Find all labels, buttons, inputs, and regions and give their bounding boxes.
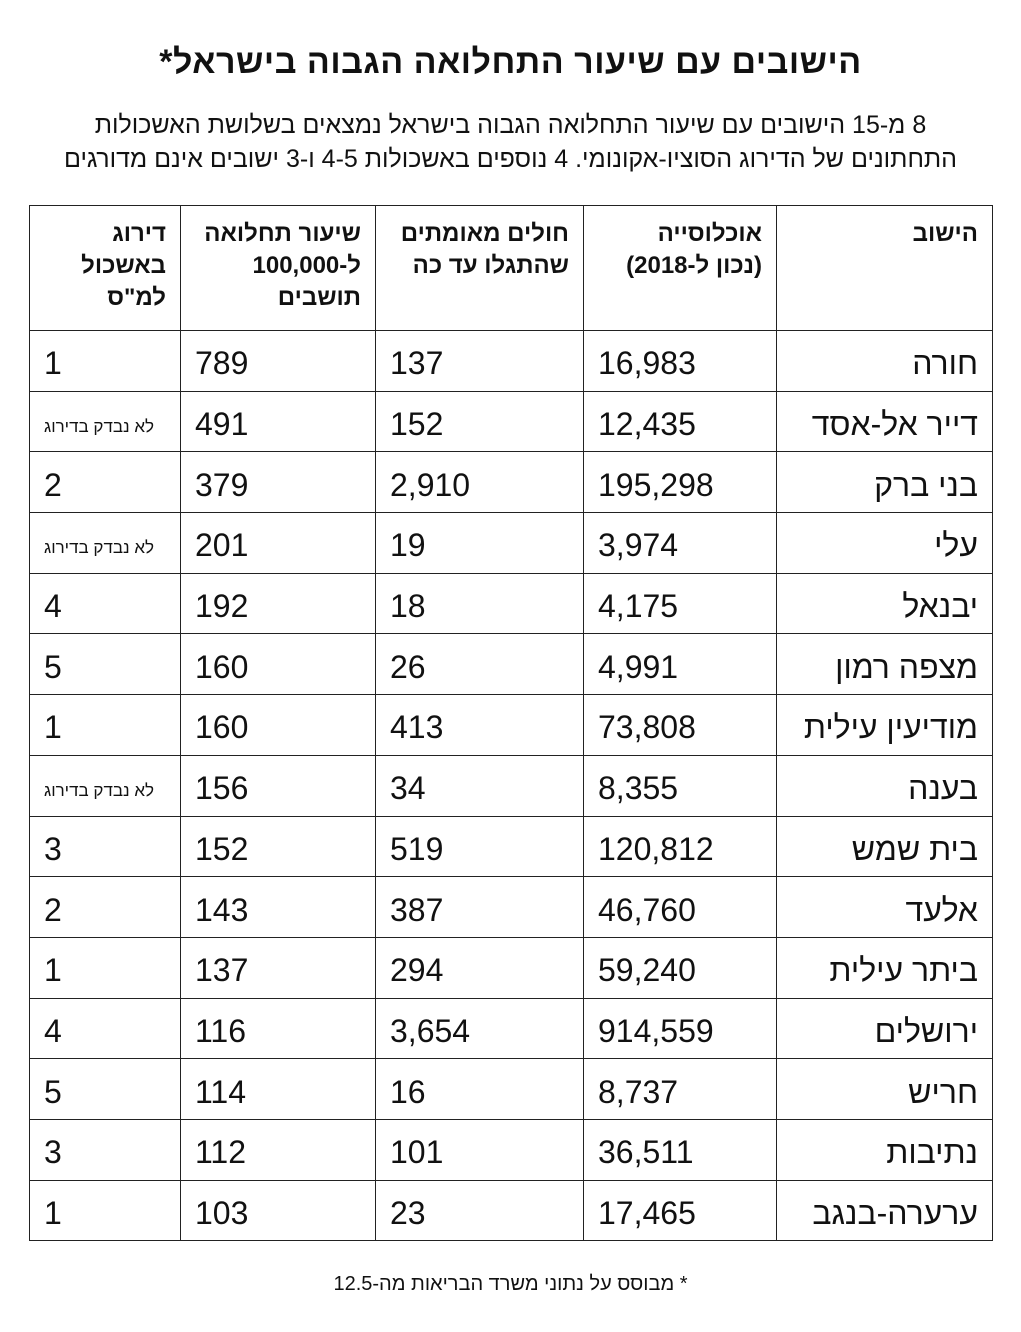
- header-settlement-label: הישוב: [912, 220, 978, 247]
- cell-rank: 3: [30, 816, 181, 877]
- cell-population: 4,991: [584, 634, 777, 695]
- data-table: [29, 205, 993, 1241]
- table-row: [30, 937, 993, 998]
- cell-settlement: דייר אל-אסד: [777, 391, 993, 452]
- header-population-line-2: (נכון ל-2018): [626, 252, 762, 279]
- cell-population: 3,974: [584, 513, 777, 574]
- header-rate-line-3: תושבים: [277, 284, 361, 311]
- cell-rank: לא נבדק בדירוג: [30, 513, 181, 574]
- cell-rate: 789: [181, 331, 376, 392]
- header-cases: [376, 206, 584, 331]
- subtitle-line-1: 8 מ-15 הישובים עם שיעור התחלואה הגבוה בישראל נמצאים בשלושת האשכולות: [94, 111, 927, 139]
- cell-rank: 1: [30, 695, 181, 756]
- cell-settlement: נתיבות: [777, 1119, 993, 1180]
- table-row: [30, 816, 993, 877]
- table-row: [30, 391, 993, 452]
- table-row: [30, 634, 993, 695]
- cell-rate: 112: [181, 1119, 376, 1180]
- cell-cases: 152: [376, 391, 584, 452]
- cell-rank: לא נבדק בדירוג: [30, 391, 181, 452]
- header-rank: [30, 206, 181, 331]
- page-title: הישובים עם שיעור התחלואה הגבוה בישראל*: [159, 43, 862, 81]
- cell-rate: 379: [181, 452, 376, 513]
- cell-cases: 26: [376, 634, 584, 695]
- cell-settlement: ירושלים: [777, 998, 993, 1059]
- cell-rate: 491: [181, 391, 376, 452]
- cell-rate: 103: [181, 1180, 376, 1241]
- cell-cases: 19: [376, 513, 584, 574]
- cell-population: 73,808: [584, 695, 777, 756]
- cell-cases: 2,910: [376, 452, 584, 513]
- cell-cases: 23: [376, 1180, 584, 1241]
- cell-cases: 387: [376, 877, 584, 938]
- cell-rate: 160: [181, 634, 376, 695]
- cell-population: 8,737: [584, 1059, 777, 1120]
- cell-population: 36,511: [584, 1119, 777, 1180]
- cell-cases: 3,654: [376, 998, 584, 1059]
- cell-rank: 3: [30, 1119, 181, 1180]
- cell-cases: 519: [376, 816, 584, 877]
- table-row: [30, 331, 993, 392]
- cell-cases: 137: [376, 331, 584, 392]
- cell-settlement: חורה: [777, 331, 993, 392]
- cell-rank: 1: [30, 331, 181, 392]
- cell-rate: 160: [181, 695, 376, 756]
- cell-rate: 156: [181, 755, 376, 816]
- subtitle: [30, 108, 991, 176]
- header-population-line-1: אוכלוסייה: [657, 220, 762, 247]
- cell-rank: 2: [30, 452, 181, 513]
- cell-rank: 1: [30, 937, 181, 998]
- cell-cases: 294: [376, 937, 584, 998]
- cell-population: 8,355: [584, 755, 777, 816]
- cell-settlement: ערערה-בנגב: [777, 1180, 993, 1241]
- cell-population: 17,465: [584, 1180, 777, 1241]
- cell-settlement: בית שמש: [777, 816, 993, 877]
- cell-settlement: בענה: [777, 755, 993, 816]
- cell-cases: 16: [376, 1059, 584, 1120]
- cell-rank: 4: [30, 573, 181, 634]
- header-rank-line-3: למ"ס: [107, 284, 166, 311]
- header-rank-line-1: דירוג: [112, 220, 166, 247]
- header-settlement: [777, 206, 993, 331]
- table-row: [30, 1180, 993, 1241]
- cell-rate: 192: [181, 573, 376, 634]
- table-row: [30, 755, 993, 816]
- header-population: [584, 206, 777, 331]
- header-rank-line-2: באשכול: [81, 252, 166, 279]
- cell-settlement: יבנאל: [777, 573, 993, 634]
- cell-population: 914,559: [584, 998, 777, 1059]
- cell-rate: 114: [181, 1059, 376, 1120]
- header-rate-line-1: שיעור תחלואה: [204, 220, 361, 247]
- cell-population: 4,175: [584, 573, 777, 634]
- table-row: [30, 452, 993, 513]
- cell-settlement: ביתר עילית: [777, 937, 993, 998]
- cell-settlement: מצפה רמון: [777, 634, 993, 695]
- cell-settlement: חריש: [777, 1059, 993, 1120]
- header-row: [30, 206, 993, 331]
- header-cases-line-1: חולים מאומתים: [400, 220, 569, 247]
- header-rate-line-2: ל-100,000: [252, 252, 361, 279]
- cell-cases: 101: [376, 1119, 584, 1180]
- subtitle-line-2: התחתונים של הדירוג הסוציו-אקונומי. 4 נוספים באשכולות 4-5 ו-3 ישובים אינם מדורגים: [63, 145, 958, 173]
- cell-cases: 18: [376, 573, 584, 634]
- cell-rank: 5: [30, 1059, 181, 1120]
- cell-rank: 4: [30, 998, 181, 1059]
- cell-rate: 143: [181, 877, 376, 938]
- cell-rate: 152: [181, 816, 376, 877]
- cell-rate: 201: [181, 513, 376, 574]
- table-row: [30, 513, 993, 574]
- table-row: [30, 695, 993, 756]
- cell-population: 46,760: [584, 877, 777, 938]
- footnote: * מבוסס על נתוני משרד הבריאות מה-12.5: [333, 1273, 688, 1295]
- cell-population: 12,435: [584, 391, 777, 452]
- cell-rank: 1: [30, 1180, 181, 1241]
- table-row: [30, 1119, 993, 1180]
- table-row: [30, 877, 993, 938]
- cell-rank: 5: [30, 634, 181, 695]
- cell-cases: 413: [376, 695, 584, 756]
- cell-settlement: עלי: [777, 513, 993, 574]
- cell-rate: 116: [181, 998, 376, 1059]
- table-row: [30, 998, 993, 1059]
- cell-population: 16,983: [584, 331, 777, 392]
- header-rate: [181, 206, 376, 331]
- cell-population: 59,240: [584, 937, 777, 998]
- table-row: [30, 1059, 993, 1120]
- cell-population: 120,812: [584, 816, 777, 877]
- cell-rank: 2: [30, 877, 181, 938]
- header-cases-line-2: שהתגלו עד כה: [412, 252, 569, 279]
- cell-settlement: מודיעין עילית: [777, 695, 993, 756]
- cell-cases: 34: [376, 755, 584, 816]
- cell-population: 195,298: [584, 452, 777, 513]
- cell-settlement: אלעד: [777, 877, 993, 938]
- table-row: [30, 573, 993, 634]
- cell-settlement: בני ברק: [777, 452, 993, 513]
- cell-rate: 137: [181, 937, 376, 998]
- cell-rank: לא נבדק בדירוג: [30, 755, 181, 816]
